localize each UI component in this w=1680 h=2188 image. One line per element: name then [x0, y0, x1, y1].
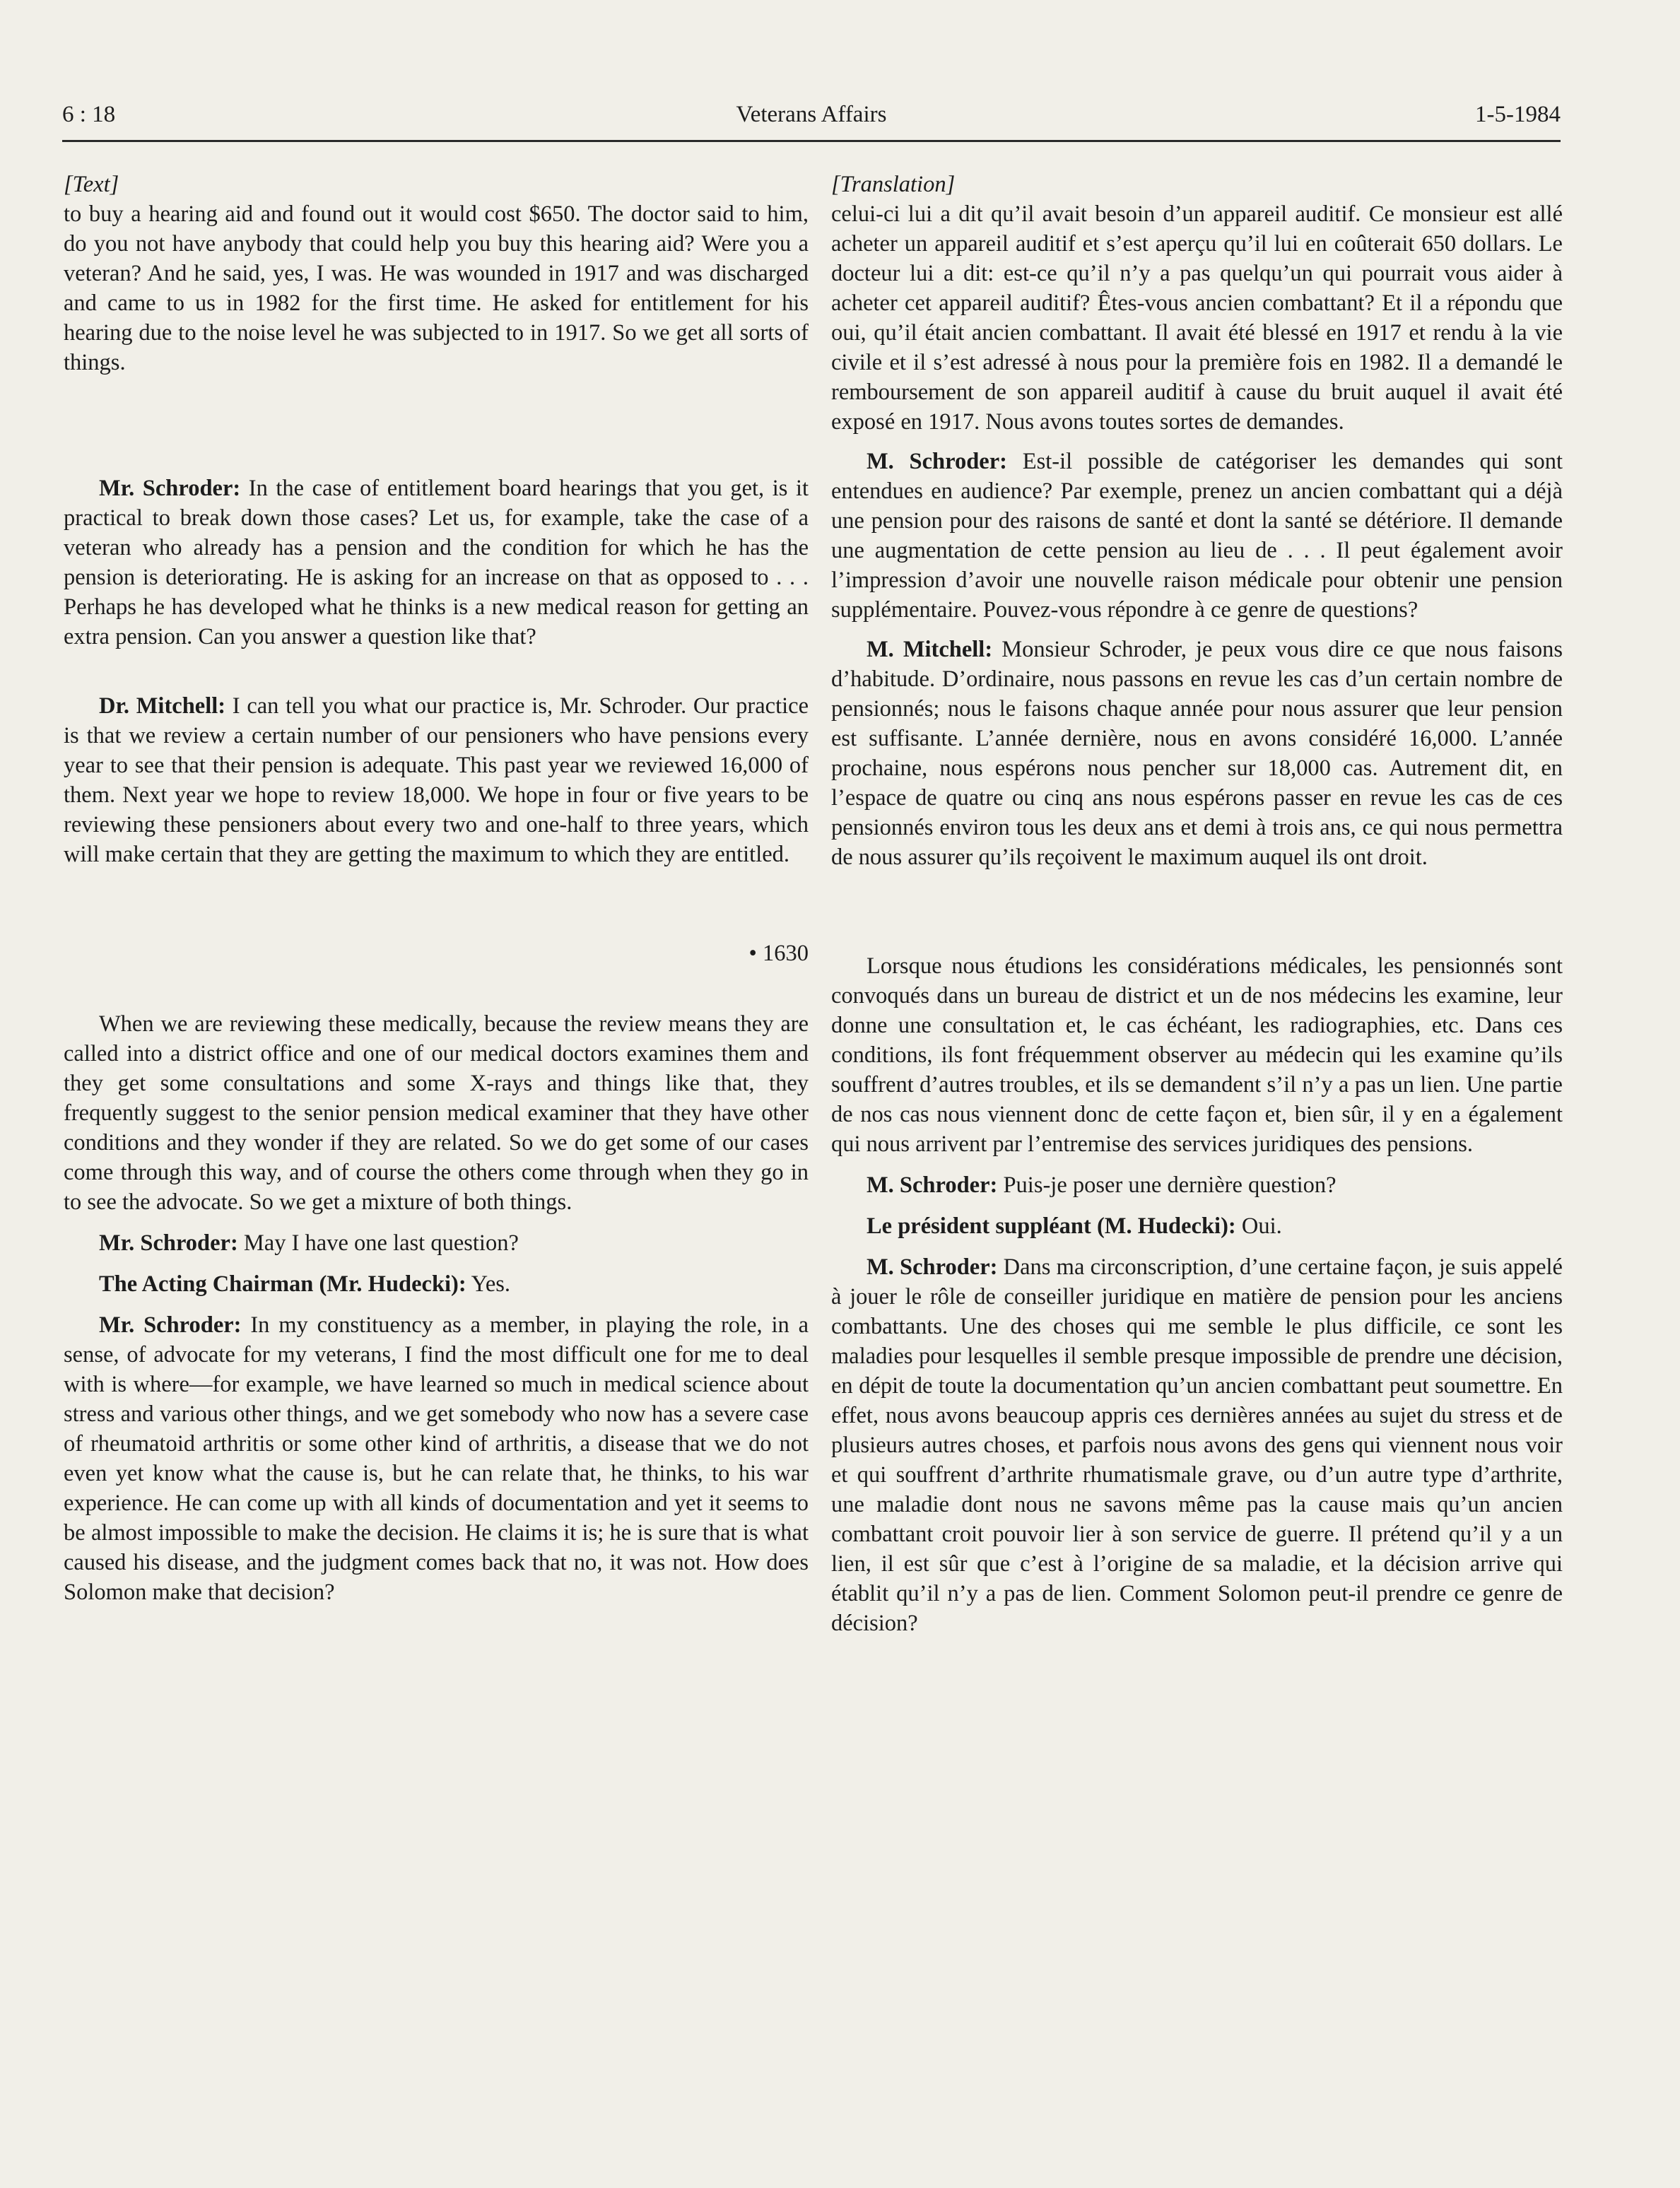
- fr-paragraph-4: Lorsque nous étudions les considérations médicales, les pensionnés sont convoqués dans un bureau de district et un de nos médecins les examine, leur donne une consultation et, le cas échéant, les radiographies, etc. Dans ces conditions, ils font fréquemment observer au médecin qui les examine qu’ils souffrent d’autres troubles, et ils se demandent s’il n’y a pas un lien. Une partie de nos cas nous viennent donc de cette façon et, bien sûr, il y en a également qui nous arrivent par l’entremise des services juridiques des pensions.: [831, 953, 1563, 1157]
- speaker: Mr. Schroder:: [99, 1230, 238, 1256]
- french-column: [831, 170, 1563, 1638]
- page-header: [62, 98, 1561, 142]
- page-number: 6 : 18: [62, 102, 116, 127]
- running-title: Veterans Affairs: [736, 102, 887, 127]
- fr-paragraph-6: Le président suppléant (M. Hudecki): Oui.: [867, 1213, 1282, 1239]
- speaker: The Acting Chairman (Mr. Hudecki):: [99, 1271, 466, 1297]
- english-column: [64, 170, 809, 1607]
- speaker: M. Schroder:: [867, 449, 1007, 474]
- speaker: M. Schroder:: [867, 1172, 998, 1198]
- fr-paragraph-2: M. Schroder: Est-il possible de catégoriser les demandes qui sont entendues en audience? Par exemple, prenez un ancien combattant qui a déjà une pension pour des raisons de santé et dont la santé se détériore. Il demande une augmentation de cette pension au lieu de . . . Il peut également avoir l’impression d’avoir une nouvelle raison médicale pour obtenir une pension supplémentaire. Pouvez-vous répondre à ce genre de questions?: [831, 449, 1563, 623]
- en-paragraph-1: to buy a hearing aid and found out it would cost $650. The doctor said to him, do you not have anybody that could help you buy this hearing aid? Were you a veteran? And he said, yes, I was. He was wounded in 1917 and was discharged and came to us in 1982 for the first time. He asked for entitlement for his hearing due to the noise level he was subjected to in 1917. So we get all sorts of things.: [64, 201, 809, 375]
- fr-paragraph-7: M. Schroder: Dans ma circonscription, d’une certaine façon, je suis appelé à jouer le rôle de conseiller juridique en matière de pension pour les anciens combattants. Une des choses qui me semble le plus difficile, ce sont les maladies pour lesquelles il semble presque impossible de prendre une décision, en dépit de toute la documentation qu’un ancien combattant peut soumettre. En effet, nous avons beaucoup appris ces dernières années au sujet du stress et de plusieurs autres choses, et parfois nous avons des gens qui viennent nous voir et qui souffrent d’arthrite rhumatismale grave, ou d’un autre type d’arthrite, une maladie dont nous ne savons même pas la cause mais qu’un ancien combattant croit pouvoir lier à son service de guerre. Il prétend qu’il y a un lien, il est sûr que c’est à l’origine de sa maladie, et la décision arrive qui établit qu’il n’y a pas de lien. Comment Solomon peut-il prendre ce genre de décision?: [831, 1254, 1563, 1636]
- fr-paragraph-1: celui-ci lui a dit qu’il avait besoin d’un appareil auditif. Ce monsieur est allé acheter un appareil auditif et s’est aperçu qu’il lui en coûterait 650 dollars. Le docteur lui a dit: est-ce qu’il n’y a pas quelqu’un qui pourrait vous aider à acheter cet appareil auditif? Êtes-vous ancien combattant? Et il a répondu que oui, qu’il était ancien combattant. Il avait été blessé en 1917 et rendu à la vie civile et il s’est adressé à nous pour la première fois en 1982. Il a demandé le remboursement de son appareil auditif à cause du bruit auquel il avait été exposé en 1917. Nous avons toutes sortes de demandes.: [831, 201, 1563, 435]
- fr-paragraph-5: M. Schroder: Puis-je poser une dernière question?: [867, 1172, 1337, 1198]
- en-paragraph-3: Dr. Mitchell: I can tell you what our practice is, Mr. Schroder. Our practice is that we review a certain number of our pensioners who have pensions every year to see that their pension is adequate. This past year we reviewed 16,000 of them. Next year we hope to review 18,000. We hope in four or five years to be reviewing these pensioners about every two and one-half to three years, which will make certain that they are getting the maximum to which they are entitled.: [64, 693, 809, 867]
- fr-paragraph-3: M. Mitchell: Monsieur Schroder, je peux vous dire ce que nous faisons d’habitude. D’ordinaire, nous passons en revue les cas d’un certain nombre de pensionnés; nous le faisons chaque année pour nous assurer que leur pension est suffisante. L’année dernière, nous en avons considéré 16,000. L’année prochaine, nous espérons nous pencher sur 18,000 cas. Autrement dit, en l’espace de quatre ou cinq ans nous espérons passer en revue les cas de ces pensionnés environ tous les deux ans et demi à trois ans, ce qui nous permettra de nous assurer qu’ils reçoivent le maximum auquel ils ont droit.: [831, 637, 1563, 870]
- speaker: M. Schroder:: [867, 1254, 998, 1280]
- text-label: [Text]: [64, 172, 119, 197]
- en-paragraph-4: When we are reviewing these medically, because the review means they are called into a district office and one of our medical doctors examines them and they get some consultations and some X-rays and things like that, they frequently suggest to the senior pension medical examiner that they have other conditions and they wonder if they are related. So we do get some of our cases come through this way, and of course the others come through when they go in to see the advocate. So we get a mixture of both things.: [64, 1011, 809, 1215]
- speaker: Dr. Mitchell:: [99, 693, 226, 719]
- speaker: Mr. Schroder:: [99, 476, 241, 501]
- en-paragraph-7: Mr. Schroder: In my constituency as a member, in playing the role, in a sense, of advocate for my veterans, I find the most difficult one for me to deal with is where—for example, we have learned so much in medical science about stress and various other things, and we get somebody who now has a severe case of rheumatoid arthritis or some other kind of arthritis, a disease that we do not even yet know what the cause is, but he can relate that, he thinks, to his war experience. He can come up with all kinds of documentation and yet it seems to be almost impossible to make the decision. He claims it is; he is sure that is what caused his disease, and the judgment comes back that no, it was not. How does Solomon make that decision?: [64, 1312, 809, 1605]
- timestamp: • 1630: [748, 941, 809, 966]
- en-paragraph-6: The Acting Chairman (Mr. Hudecki): Yes.: [99, 1271, 511, 1297]
- speaker: Le président suppléant (M. Hudecki):: [867, 1213, 1236, 1239]
- speaker: Mr. Schroder:: [99, 1312, 242, 1338]
- en-paragraph-2: Mr. Schroder: In the case of entitlement board hearings that you get, is it practical to break down those cases? Let us, for example, take the case of a veteran who already has a pension and the condition for which he has the pension is deteriorating. He is asking for an increase on that as opposed to . . . Perhaps he has developed what he thinks is a new medical reason for getting an extra pension. Can you answer a question like that?: [64, 476, 809, 649]
- en-paragraph-5: Mr. Schroder: May I have one last question?: [99, 1230, 519, 1256]
- speaker: M. Mitchell:: [867, 637, 993, 662]
- page-date: 1-5-1984: [1475, 102, 1561, 127]
- translation-label: [Translation]: [831, 172, 956, 197]
